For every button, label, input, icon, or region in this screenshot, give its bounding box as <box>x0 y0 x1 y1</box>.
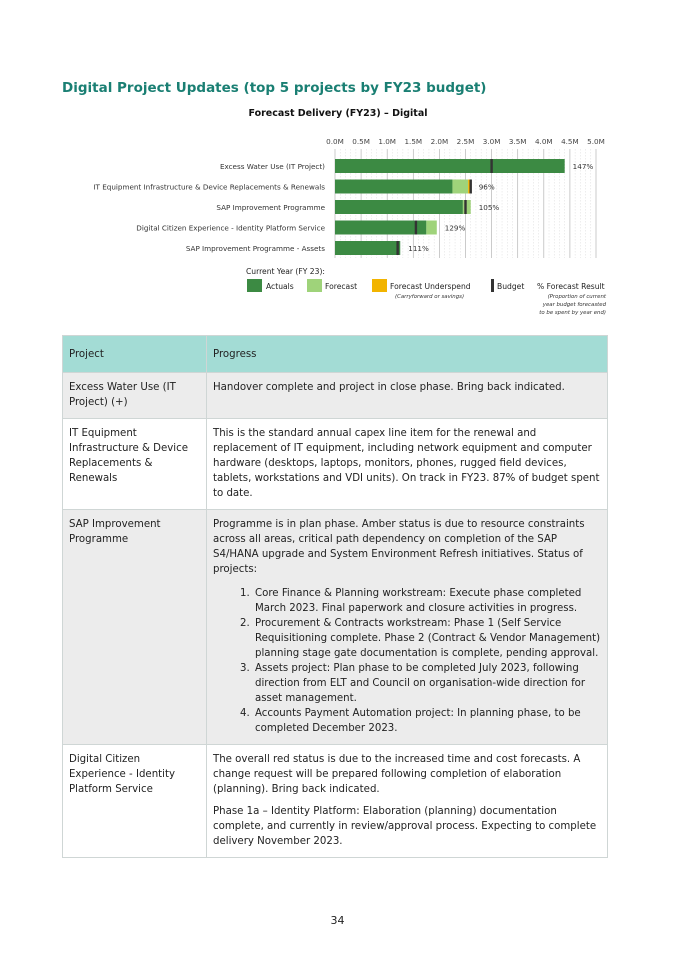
category-label: Digital Citizen Experience - Identity Platform Service <box>136 223 325 233</box>
header-progress: Progress <box>207 336 608 373</box>
progress-cell: Handover complete and project in close phase. Bring back indicated. <box>207 373 608 419</box>
budget-marker <box>396 241 398 255</box>
actuals-bar <box>335 159 565 173</box>
actuals-bar <box>335 180 452 194</box>
category-label: Excess Water Use (IT Project) <box>219 162 325 171</box>
legend-underspend-swatch <box>372 279 387 292</box>
budget-marker <box>490 159 492 173</box>
project-progress-table <box>62 335 608 858</box>
budget-marker <box>464 200 466 214</box>
table-row <box>63 510 608 745</box>
budget-marker <box>470 180 472 194</box>
x-tick-label: 1.5M <box>404 137 423 146</box>
category-label: SAP Improvement Programme <box>216 203 325 212</box>
project-cell: Digital Citizen Experience - Identity Platform Service <box>63 745 207 858</box>
legend-pct-result: % Forecast Result <box>537 282 605 291</box>
legend-pct-note-3: to be spent by year end) <box>539 310 606 316</box>
progress-text: Programme is in plan phase. Amber status is due to resource constraints across all areas, critical path dependency on completion of the SAP S4/HANA upgrade and System Environment Refresh initiatives. Status of projects: <box>213 519 585 575</box>
budget-marker <box>415 221 417 235</box>
legend-underspend-note: (Carryforward or savings) <box>395 294 465 300</box>
legend-actuals: Actuals <box>266 282 294 291</box>
legend-current-year: Current Year (FY 23): <box>246 267 325 276</box>
table-row <box>63 745 608 858</box>
table-row <box>63 373 608 419</box>
legend-budget: Budget <box>497 282 525 291</box>
legend-pct-note-2: year budget forecasted <box>542 302 606 308</box>
forecast-delivery-chart <box>0 0 675 330</box>
forecast-bar <box>452 180 468 194</box>
list-item: 2. Procurement & Contracts workstream: Phase 1 (Self Service Requisitioning complete. Phase 2 (Contract & Vendor Management) planning stage gate documentation is complete, pending approval. <box>253 616 601 661</box>
forecast-bar <box>426 221 436 235</box>
list-item: 1. Core Finance & Planning workstream: Execute phase completed March 2023. Final paperwork and closure activities in progress. <box>253 586 601 616</box>
category-label: IT Equipment Infrastructure & Device Replacements & Renewals <box>93 182 325 192</box>
actuals-bar <box>335 241 400 255</box>
x-tick-label: 2.5M <box>456 137 475 146</box>
progress-cell <box>207 745 608 858</box>
legend-underspend: Forecast Underspend <box>390 282 471 291</box>
actuals-bar <box>335 221 426 235</box>
project-cell: Excess Water Use (IT Project) (+) <box>63 373 207 419</box>
actuals-bar <box>335 200 463 214</box>
chart-title: Forecast Delivery (FY23) – Digital <box>248 108 428 119</box>
status-list <box>213 586 601 736</box>
progress-cell: This is the standard annual capex line item for the renewal and replacement of IT equipment, including network equipment and computer hardware (desktops, laptops, monitors, phones, rugged field devices, tablets, workstations and VDI units). On track in FY23. 87% of budget spent to date. <box>207 419 608 510</box>
legend-forecast-swatch <box>307 279 322 292</box>
progress-cell <box>207 510 608 745</box>
pct-forecast-label: 96% <box>478 182 495 192</box>
pct-forecast-label: 105% <box>478 203 500 212</box>
pct-forecast-label: 129% <box>444 223 466 233</box>
pct-forecast-label: 111% <box>408 244 429 253</box>
table-header-row <box>63 336 608 373</box>
page-number: 34 <box>330 914 345 927</box>
legend-forecast: Forecast <box>325 282 358 291</box>
legend-actuals-swatch <box>247 279 262 292</box>
legend-pct-note-1: (Proportion of current <box>547 294 606 300</box>
legend-budget-swatch <box>491 279 494 292</box>
chart-x-ticks <box>326 137 605 146</box>
chart-legend <box>246 267 607 316</box>
project-cell: IT Equipment Infrastructure & Device Replacements & Renewals <box>63 419 207 510</box>
x-tick-label: 3.0M <box>482 137 501 146</box>
x-tick-label: 4.0M <box>534 137 553 146</box>
list-item: 4. Accounts Payment Automation project: In planning phase, to be completed December 2023. <box>253 706 601 736</box>
x-tick-label: 5.0M <box>587 137 605 146</box>
project-cell: SAP Improvement Programme <box>63 510 207 745</box>
category-label: SAP Improvement Programme - Assets <box>185 244 325 253</box>
table-row <box>63 419 608 510</box>
header-project: Project <box>63 336 207 373</box>
list-item: 3. Assets project: Plan phase to be completed July 2023, following direction from ELT and Council on organisation-wide direction for asset management. <box>253 661 601 706</box>
progress-text: The overall red status is due to the increased time and cost forecasts. A change request will be prepared following completion of elaboration (planning). Bring back indicated. <box>213 754 581 795</box>
x-tick-label: 0.5M <box>352 137 370 146</box>
x-tick-label: 4.5M <box>561 137 579 146</box>
x-tick-label: 0.0M <box>326 137 344 146</box>
chart-bars <box>335 159 593 255</box>
section-heading: Digital Project Updates (top 5 projects by FY23 budget) <box>62 80 487 96</box>
x-tick-label: 2.0M <box>430 137 449 146</box>
forecast-bar <box>463 200 471 214</box>
pct-forecast-label: 147% <box>572 162 594 171</box>
chart-category-labels <box>93 162 325 253</box>
progress-text-2: Phase 1a – Identity Platform: Elaboration (planning) documentation complete, and currently in review/approval process. Expecting to complete delivery November 2023. <box>213 806 597 847</box>
x-tick-label: 1.0M <box>378 137 397 146</box>
x-tick-label: 3.5M <box>508 137 527 146</box>
